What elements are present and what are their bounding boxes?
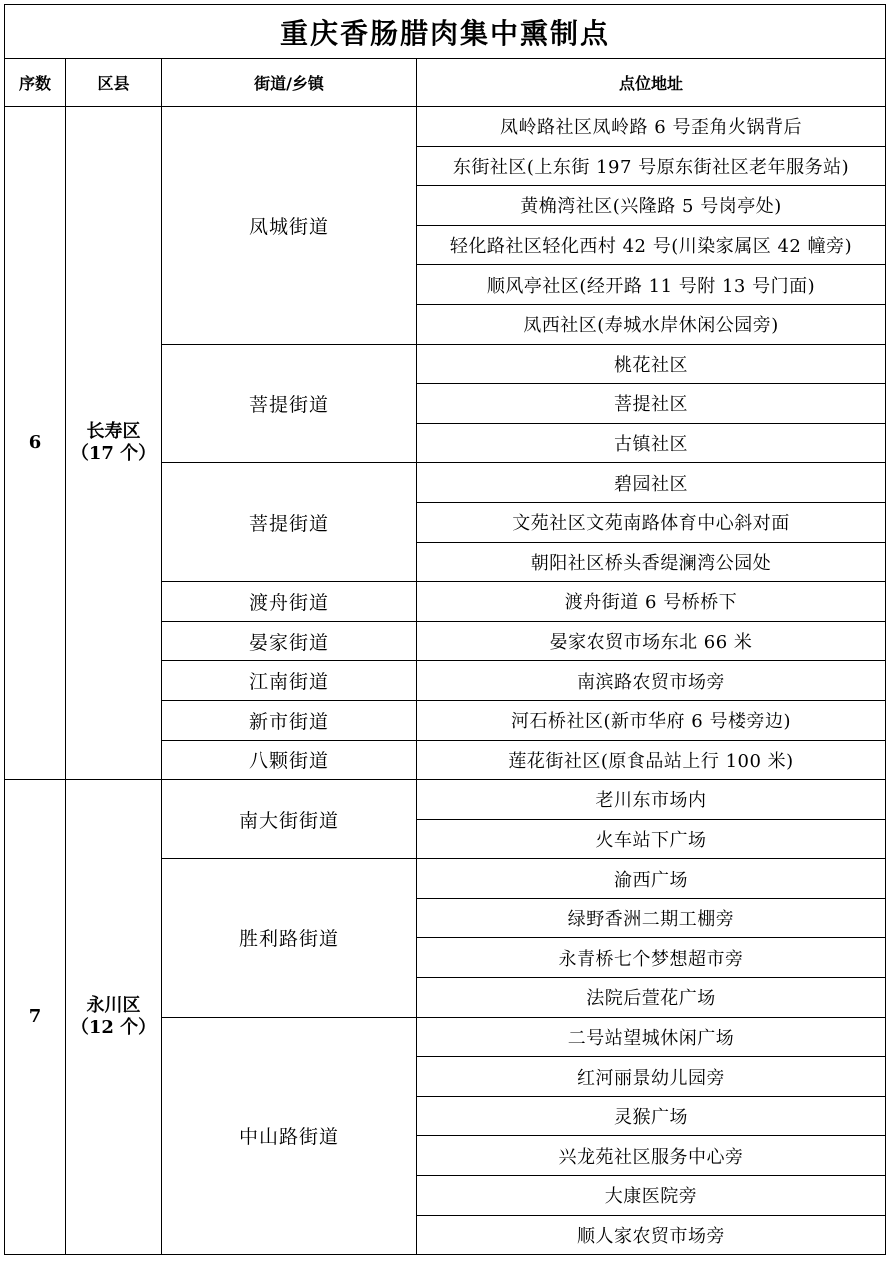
address-cell: 红河丽景幼儿园旁: [417, 1057, 886, 1097]
address-cell: 二号站望城休闲广场: [417, 1017, 886, 1057]
header-county: 区县: [66, 59, 162, 107]
address-cell: 菩提社区: [417, 384, 886, 424]
address-cell: 渡舟街道 6 号桥桥下: [417, 582, 886, 622]
address-cell: 东街社区(上东街 197 号原东街社区老年服务站): [417, 146, 886, 186]
table-row: [5, 107, 886, 147]
address-cell: 顺人家农贸市场旁: [417, 1215, 886, 1255]
address-cell: 莲花街社区(原食品站上行 100 米): [417, 740, 886, 780]
street-cell: 新市街道: [162, 700, 417, 740]
group-seq: 7: [5, 780, 66, 1255]
header-address: 点位地址: [417, 59, 886, 107]
address-cell: 凤西社区(寿城水岸休闲公园旁): [417, 304, 886, 344]
street-cell: 凤城街道: [162, 107, 417, 345]
address-cell: 大康医院旁: [417, 1176, 886, 1216]
street-cell: 渡舟街道: [162, 582, 417, 622]
address-cell: 黄桷湾社区(兴隆路 5 号岗亭处): [417, 186, 886, 226]
address-cell: 朝阳社区桥头香缇澜湾公园处: [417, 542, 886, 582]
address-cell: 凤岭路社区凤岭路 6 号歪角火锅背后: [417, 107, 886, 147]
address-cell: 顺风亭社区(经开路 11 号附 13 号门面): [417, 265, 886, 305]
address-cell: 老川东市场内: [417, 780, 886, 820]
county-count: （12 个）: [70, 1017, 157, 1039]
address-cell: 法院后萱花广场: [417, 978, 886, 1018]
street-cell: 胜利路街道: [162, 859, 417, 1017]
county-cell: [66, 780, 162, 1255]
address-cell: 河石桥社区(新市华府 6 号楼旁边): [417, 700, 886, 740]
street-cell: 八颗街道: [162, 740, 417, 780]
county-count: （17 个）: [70, 443, 157, 465]
address-cell: 轻化路社区轻化西村 42 号(川染家属区 42 幢旁): [417, 225, 886, 265]
address-cell: 火车站下广场: [417, 819, 886, 859]
address-cell: 渝西广场: [417, 859, 886, 899]
street-cell: 南大街街道: [162, 780, 417, 859]
street-cell: 菩提街道: [162, 344, 417, 463]
address-cell: 南滨路农贸市场旁: [417, 661, 886, 701]
header-seq: 序数: [5, 59, 66, 107]
address-cell: 碧园社区: [417, 463, 886, 503]
table-row: [5, 780, 886, 820]
address-cell: 兴龙苑社区服务中心旁: [417, 1136, 886, 1176]
county-cell: [66, 107, 162, 780]
header-street: 街道/乡镇: [162, 59, 417, 107]
group-seq: 6: [5, 107, 66, 780]
county-name: 长寿区: [86, 421, 141, 443]
county-name: 永川区: [86, 995, 141, 1017]
table-title: 重庆香肠腊肉集中熏制点: [5, 5, 886, 59]
address-cell: 灵猴广场: [417, 1096, 886, 1136]
street-cell: 江南街道: [162, 661, 417, 701]
smoking-points-table: [4, 4, 886, 1255]
address-cell: 永青桥七个梦想超市旁: [417, 938, 886, 978]
address-cell: 桃花社区: [417, 344, 886, 384]
address-cell: 文苑社区文苑南路体育中心斜对面: [417, 502, 886, 542]
street-cell: 菩提街道: [162, 463, 417, 582]
address-cell: 绿野香洲二期工棚旁: [417, 898, 886, 938]
address-cell: 晏家农贸市场东北 66 米: [417, 621, 886, 661]
street-cell: 晏家街道: [162, 621, 417, 661]
address-cell: 古镇社区: [417, 423, 886, 463]
street-cell: 中山路街道: [162, 1017, 417, 1255]
